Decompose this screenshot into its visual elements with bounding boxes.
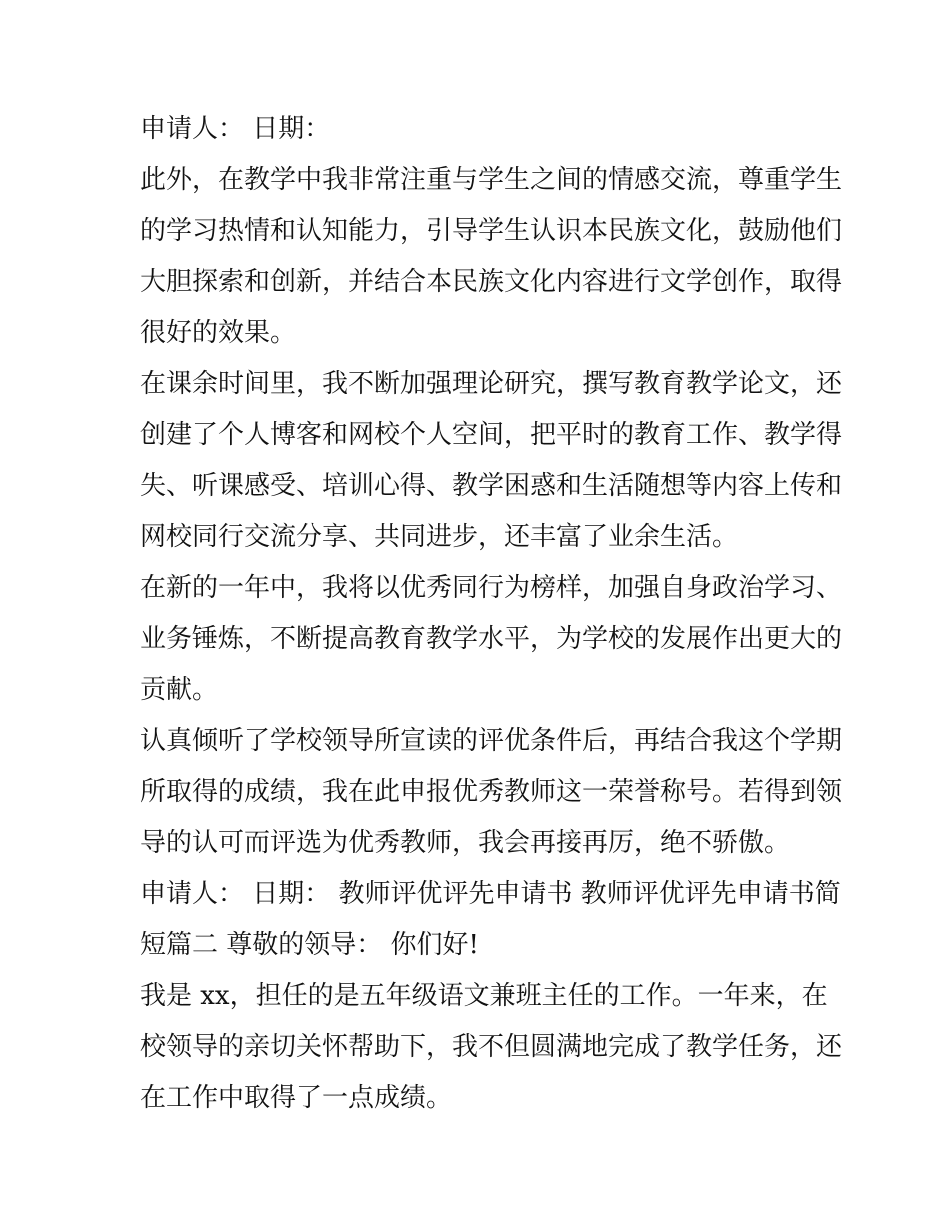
- text-line: 很好的效果。: [140, 318, 297, 348]
- text-line: 申请人： 日期： 教师评优评先申请书 教师评优评先申请书简: [140, 879, 841, 909]
- text-line: 短篇二 尊敬的领导： 你们好!: [140, 930, 479, 960]
- text-line: 的学习热情和认知能力，引导学生认识本民族文化，鼓励他们: [140, 216, 843, 246]
- paragraph-title-greeting: [140, 869, 841, 971]
- text-line: 网校同行交流分享、共同进步，还丰富了业余生活。: [140, 522, 739, 552]
- text-line: 在新的一年中，我将以优秀同行为榜样，加强自身政治学习、: [140, 573, 843, 603]
- text-line: 在工作中取得了一点成绩。: [140, 1083, 453, 1113]
- text-line: 贡献。: [140, 675, 219, 705]
- paragraph-new-year: [140, 563, 843, 716]
- paragraph-application: [140, 716, 843, 869]
- text-line: 认真倾听了学校领导所宣读的评优条件后，再结合我这个学期: [140, 726, 843, 756]
- paragraph-spare-time: [140, 359, 843, 563]
- text-line: 在课余时间里，我不断加强理论研究，撰写教育教学论文，还: [140, 369, 843, 399]
- document-body: [140, 104, 843, 1124]
- text-line: 此外，在教学中我非常注重与学生之间的情感交流，尊重学生: [140, 165, 843, 195]
- text-line: 申请人： 日期：: [140, 114, 331, 144]
- paragraph-introduction: [140, 971, 843, 1124]
- text-line: 大胆探索和创新，并结合本民族文化内容进行文学创作，取得: [140, 267, 843, 297]
- text-line: 所取得的成绩，我在此申报优秀教师这一荣誉称号。若得到领: [140, 777, 843, 807]
- paragraph-emotional-exchange: [140, 155, 843, 359]
- text-line: 创建了个人博客和网校个人空间，把平时的教育工作、教学得: [140, 420, 843, 450]
- text-line: 校领导的亲切关怀帮助下，我不但圆满地完成了教学任务，还: [140, 1032, 843, 1062]
- text-line: 业务锤炼，不断提高教育教学水平，为学校的发展作出更大的: [140, 624, 843, 654]
- text-line: 我是 xx，担任的是五年级语文兼班主任的工作。一年来，在: [140, 981, 828, 1011]
- applicant-date-line: [140, 104, 820, 155]
- text-line: 失、听课感受、培训心得、教学困惑和生活随想等内容上传和: [140, 471, 843, 501]
- text-line: 导的认可而评选为优秀教师，我会再接再厉，绝不骄傲。: [140, 828, 791, 858]
